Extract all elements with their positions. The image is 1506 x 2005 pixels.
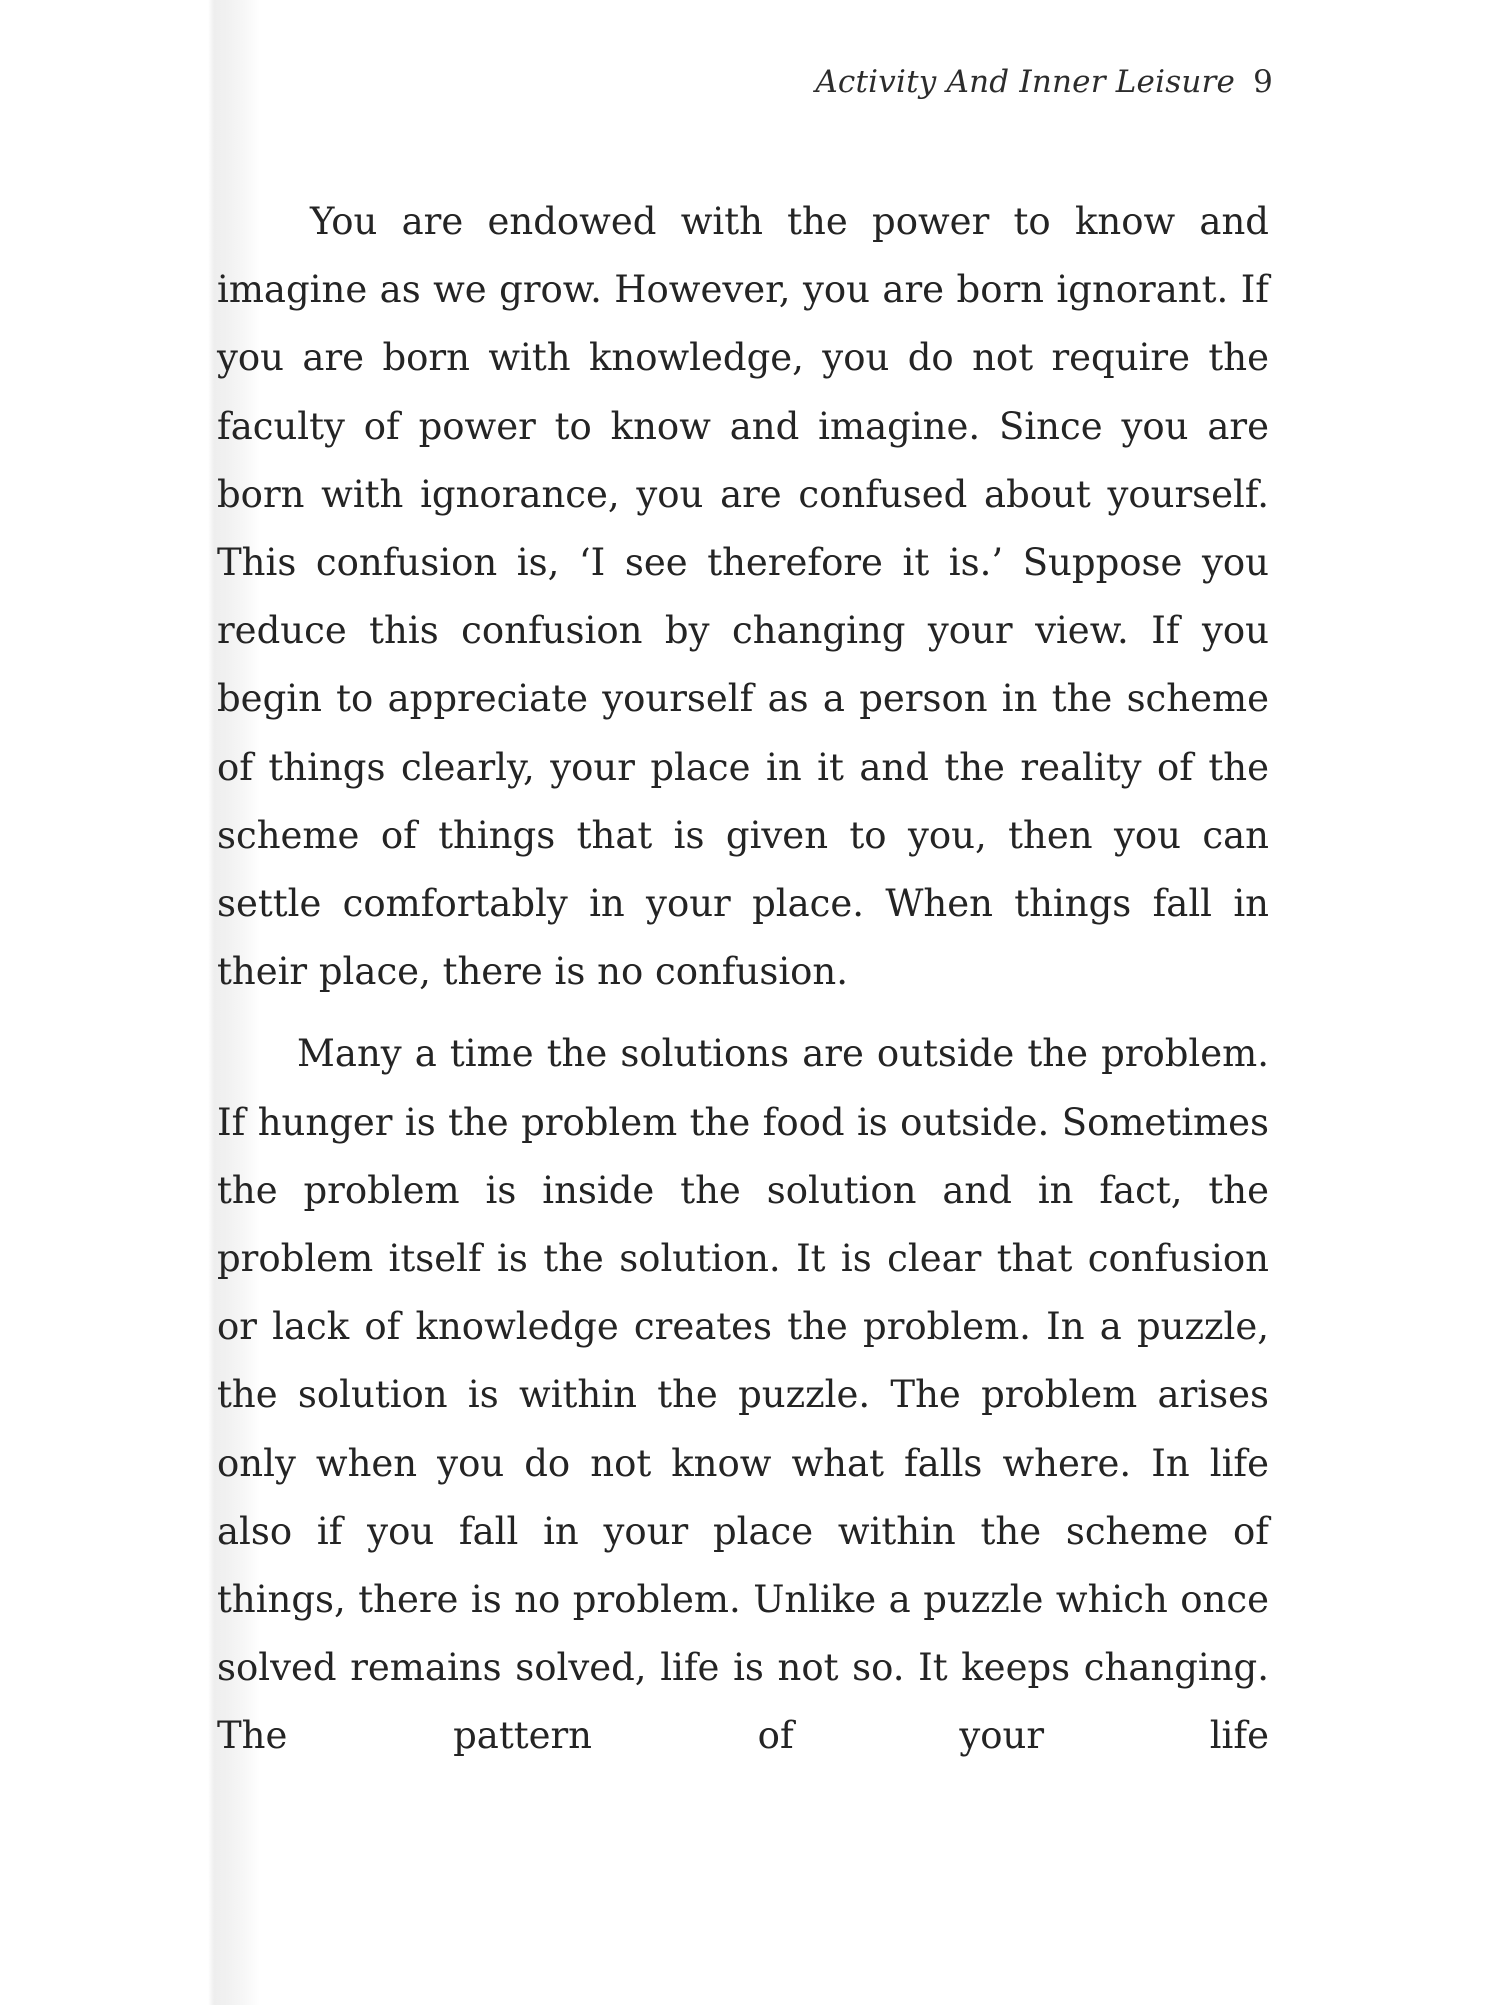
body-text: [217, 188, 1269, 1771]
paragraph-1: You are endowed with the power to know and imagine as we grow. However, you are born ignorant. If you are born with knowledge, you do not require the faculty of power to know and imagine. Since you are born with ignorance, you are confused about yourself. This confusion is, ‘I see therefore it is.’ Suppose you reduce this confusion by changing your view. If you begin to appreciate yourself as a person in the scheme of things clearly, your place in it and the reality of the scheme of things that is given to you, then you can settle comfortably in your place. When things fall in their place, there is no confusion.: [217, 200, 1269, 994]
paragraph-2: Many a time the solutions are outside the problem. If hunger is the problem the food is outside. Sometimes the problem is inside the solution and in fact, the problem itself is the solution. It is clear that confusion or lack of knowledge creates the problem. In a puzzle, the solution is within the puzzle. The problem arises only when you do not know what falls where. In life also if you fall in your place within the scheme of things, there is no problem. Unlike a puzzle which once solved remains solved, life is not so. It keeps changing. The pattern of your life: [217, 1032, 1269, 1758]
running-header: [815, 64, 1273, 100]
page-number: 9: [1253, 64, 1273, 100]
running-title: Activity And Inner Leisure: [815, 64, 1236, 100]
